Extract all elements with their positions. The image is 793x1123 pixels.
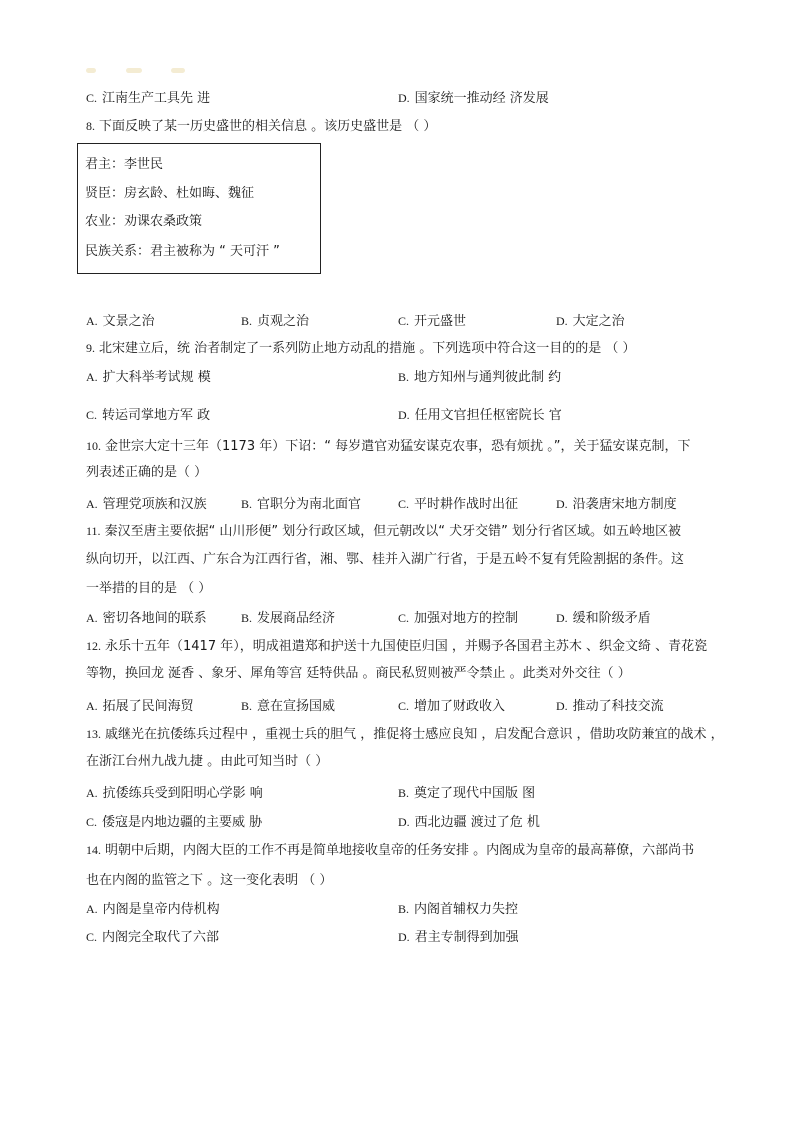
option-letter: D. (398, 91, 410, 105)
option-letter: C. (86, 91, 98, 105)
q9-option-c: C. 转运司掌地方军 政 (86, 408, 211, 423)
q7-option-d (398, 89, 549, 108)
q13-option-a: A. 抗倭练兵受到阳明心学影 响 (86, 786, 263, 801)
question-number: 11. (86, 524, 101, 538)
q9-option-d: D. 任用文官担任枢密院长 官 (398, 408, 562, 423)
q14-option-d: D. 君主专制得到加强 (398, 930, 519, 945)
question-text: 北宋建立后，统 治者制定了一系列防止地方动乱的措施 。下列选项中符合这一目的的是 （ ） (99, 341, 636, 356)
q11-option-a: A. 密切各地间的联系 (86, 611, 207, 626)
q14-option-a: A. 内阁是皇帝内侍机构 (86, 902, 220, 917)
q13-option-b: B. 奠定了现代中国版 图 (398, 786, 536, 801)
question-text: 金世宗大定十三年（1173 年）下诏：“ 每岁遣官劝猛安谋克农事，恐有烦扰 。”，关于猛安谋克制，下 (105, 439, 691, 454)
q8-stem (86, 117, 436, 136)
q10-stem-line1 (86, 437, 690, 456)
box-line-ministers: 贤臣：房玄龄、杜如晦、魏征 (85, 186, 255, 201)
q13-option-c: C. 倭寇是内地边疆的主要威 胁 (86, 815, 263, 830)
q9-option-a: A. 扩大科举考试规 模 (86, 370, 211, 385)
question-number: 9. (86, 341, 95, 355)
q10-stem-line2: 列表述正确的是（ ） (86, 465, 208, 480)
question-number: 10. (86, 439, 101, 453)
q12-option-b: B. 意在宣扬国威 (241, 699, 336, 714)
q12-option-a: A. 拓展了民间海贸 (86, 699, 194, 714)
q12-stem-line2: 等物，换回龙 涎香 、象牙、犀角等宫 廷特供品 。商民私贸则被严令禁止 。此类对外交往（ ） (86, 666, 631, 681)
q11-stem-line3: 一举措的目的是 （ ） (86, 581, 212, 596)
question-text: 明朝中后期，内阁大臣的工作不再是简单地接收皇帝的任务安排 。内阁成为皇帝的最高幕僚，六部尚书 (105, 843, 695, 858)
question-number: 12. (86, 639, 101, 653)
box-line-ethnic: 民族关系：君主被称为 “ 天可汗 ” (85, 244, 280, 259)
q7-option-c (86, 89, 210, 108)
q14-option-b: B. 内阁首辅权力失控 (398, 902, 519, 917)
q9-option-b: B. 地方知州与通判彼此制 约 (398, 370, 562, 385)
option-text: 国家统一推动经 济发展 (414, 91, 549, 106)
question-text: 戚继光在抗倭练兵过程中 ，重视士兵的胆气 ，推促将士感应良知 ，启发配合意识 ，借助攻防兼宜的战术 ， (105, 727, 724, 742)
question-text: 永乐十五年（1417 年），明成祖遣郑和护送十九国使臣归国 ，并赐予各国君主苏木 、织金文绮 、青花瓷 (105, 639, 708, 654)
q8-option-d: D. 大定之治 (556, 314, 625, 329)
q14-option-c: C. 内阁完全取代了六部 (86, 930, 220, 945)
q14-stem-line2: 也在内阁的监管之下 。这一变化表明 （ ） (86, 873, 333, 888)
q8-option-b: B. 贞观之治 (241, 314, 310, 329)
q11-stem-line1 (86, 522, 681, 541)
header-smudge (86, 68, 216, 76)
question-number: 8. (86, 119, 95, 133)
q8-option-c: C. 开元盛世 (398, 314, 467, 329)
q11-option-b: B. 发展商品经济 (241, 611, 336, 626)
q8-info-box (77, 143, 321, 274)
q10-option-a: A. 管理党项族和汉族 (86, 497, 207, 512)
question-number: 14. (86, 843, 101, 857)
q13-stem-line2: 在浙江台州九战九捷 。由此可知当时（ ） (86, 754, 329, 769)
q12-option-d: D. 推动了科技交流 (556, 699, 664, 714)
q12-option-c: C. 增加了财政收入 (398, 699, 506, 714)
q11-stem-line2: 纵向切开，以江西、广东合为江西行省，湘、鄂、桂并入湖广行省，于是五岭不复有凭险割据的条件。这 (86, 552, 685, 567)
q10-option-b: B. 官职分为南北面官 (241, 497, 362, 512)
q13-stem-line1 (86, 725, 724, 744)
question-text: 秦汉至唐主要依据“ 山川形便” 划分行政区域，但元朝改以“ 犬牙交错” 划分行省区域。如五岭地区被 (104, 524, 682, 539)
q8-option-a: A. 文景之治 (86, 314, 155, 329)
q11-option-d: D. 缓和阶级矛盾 (556, 611, 651, 626)
q14-stem-line1 (86, 841, 694, 860)
option-text: 江南生产工具先 进 (102, 91, 211, 106)
q10-option-d: D. 沿袭唐宋地方制度 (556, 497, 677, 512)
box-line-ruler: 君主：李世民 (85, 157, 164, 172)
q11-option-c: C. 加强对地方的控制 (398, 611, 519, 626)
box-line-agriculture: 农业：劝课农桑政策 (85, 214, 203, 229)
question-number: 13. (86, 727, 101, 741)
q9-stem (86, 339, 636, 358)
q10-option-c: C. 平时耕作战时出征 (398, 497, 519, 512)
q13-option-d: D. 西北边疆 渡过了危 机 (398, 815, 540, 830)
q12-stem-line1 (86, 637, 707, 656)
question-text: 下面反映了某一历史盛世的相关信息 。该历史盛世是 （ ） (99, 119, 437, 134)
